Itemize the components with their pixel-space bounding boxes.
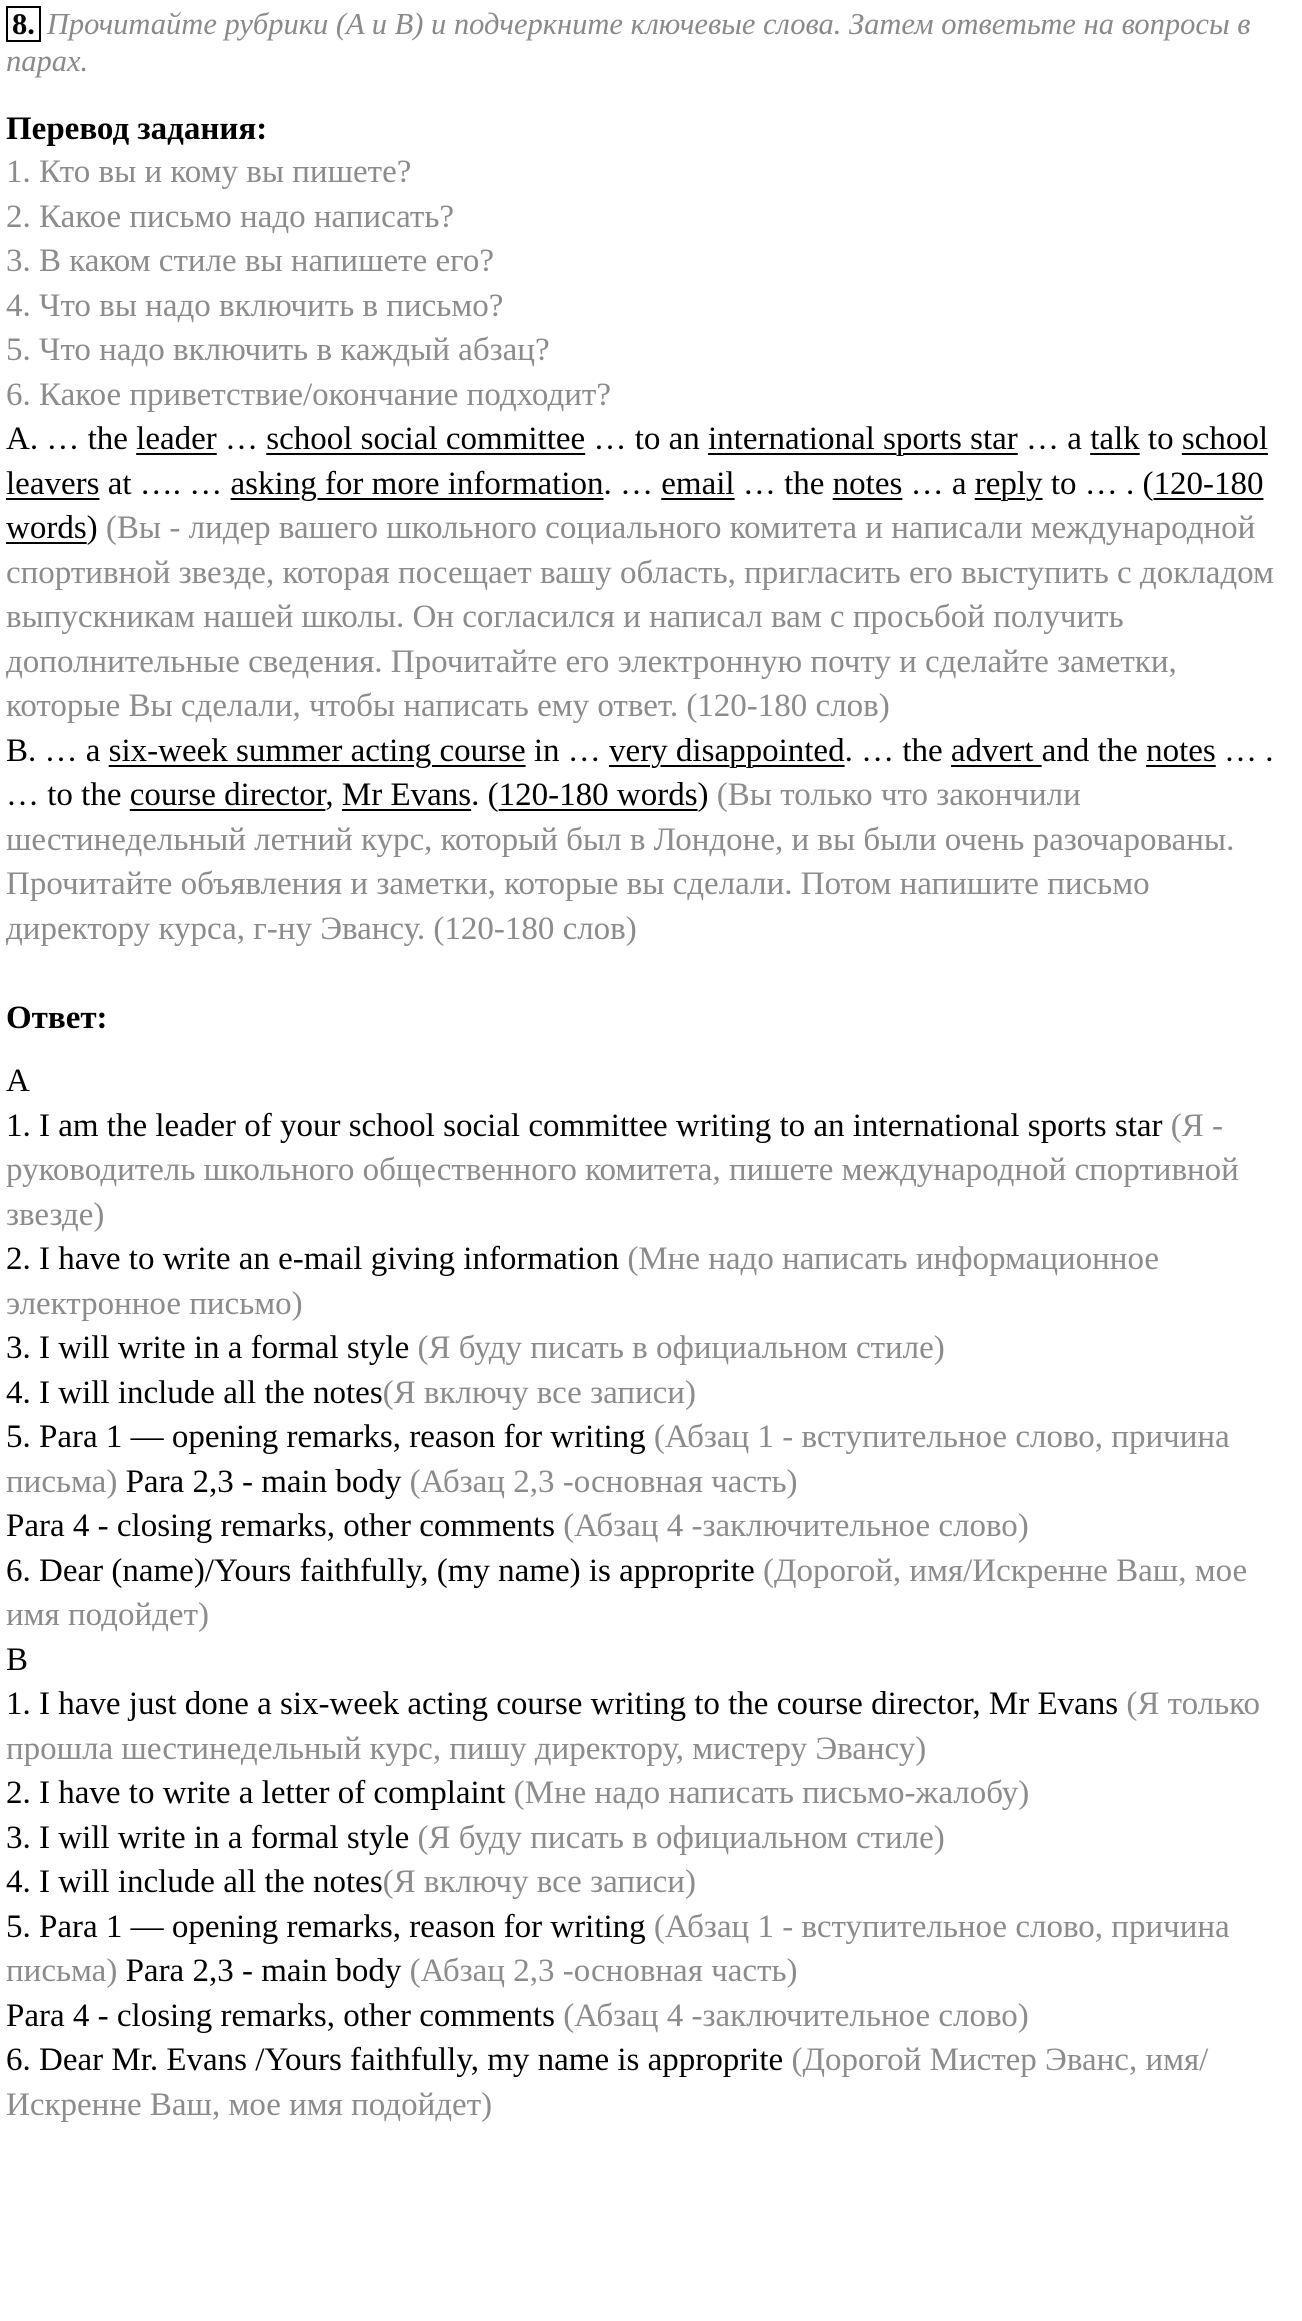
answer-item	[6, 1905, 1296, 1994]
translation-question: 1. Кто вы и кому вы пишете?	[6, 154, 412, 190]
answer-english: Para 2,3 - main body	[117, 1953, 402, 1989]
translation-questions	[6, 150, 1296, 417]
rubric-text: in …	[525, 732, 610, 769]
rubric-keyword: international sports star	[708, 421, 1018, 457]
answer-russian: (Дорогой, имя/Искренне Ваш, мое имя подойдет)	[6, 1552, 1248, 1633]
rubric-keyword: six-week summer acting course	[108, 732, 526, 769]
answer-english: 3. I will write in a formal style	[6, 1819, 410, 1856]
translation-question: 3. В каком стиле вы напишете его?	[6, 243, 494, 279]
rubric-text: )	[86, 510, 98, 546]
rubric-text: … to an	[585, 421, 709, 457]
answer-item	[6, 1237, 1296, 1326]
rubric-text: . … the	[844, 732, 951, 769]
answer-english: 1. I am the leader of your school social committee writing to an international sports star	[6, 1107, 1163, 1144]
rubric-text: )	[697, 777, 709, 813]
answer-russian: (Я включу все записи)	[382, 1374, 696, 1411]
rubric-keyword: 120-180 words	[6, 465, 1264, 546]
answer-russian: (Дорогой Мистер Эванс, имя/Искренне Ваш, мое имя подойдет)	[6, 2042, 1209, 2123]
answer-english: Para 4 - closing remarks, other comments	[6, 1508, 555, 1544]
rubric-keyword: notes	[832, 465, 903, 502]
answer-english: Para 4 - closing remarks, other comments	[6, 1997, 555, 2034]
answer-english: 6. Dear Mr. Evans /Yours faithfully, my name is approprite	[6, 2042, 784, 2078]
translation-question: 6. Какое приветствие/окончание подходит?	[6, 376, 611, 413]
answer-english: 6. Dear (name)/Yours faithfully, (my name) is approprite	[6, 1552, 755, 1589]
answer-item	[6, 1549, 1296, 1638]
answer-section-label: A	[6, 1063, 30, 1099]
answer-russian: (Я только прошла шестинедельный курс, пишу директору, мистеру Эвансу)	[6, 1686, 1261, 1767]
rubric-text: …	[216, 421, 267, 457]
rubric-keyword: notes	[1146, 732, 1216, 769]
answer-item	[6, 1994, 1296, 2039]
answer-item	[6, 1682, 1296, 1771]
answer-russian: (Я буду писать в официальном стиле)	[409, 1330, 945, 1366]
answer-item	[6, 1371, 1296, 1416]
task-instruction	[6, 6, 1296, 80]
rubric-a	[6, 417, 1296, 729]
rubric-keyword: school leavers	[6, 421, 1269, 502]
rubric-text: … a	[902, 465, 975, 502]
rubric-translation: (Вы только что закончили шестинедельный летний курс, который был в Лондоне, и вы были очень разочарованы. Прочитайте объявления и заметки, которые вы сделали. Потом напишите письмо директору курса, г-ну Эвансу. (120-180 слов)	[6, 777, 1235, 947]
translation-question: 5. Что надо включить в каждый абзац?	[6, 332, 550, 368]
rubric-keyword: school social committee	[266, 421, 586, 457]
answer-item	[6, 1504, 1296, 1549]
rubric-text: B. … a	[6, 732, 109, 769]
answer-heading: Ответ:	[6, 1000, 108, 1036]
rubric-text: . …	[603, 465, 662, 502]
rubric-text: and the	[1041, 732, 1147, 769]
rubric-text: … . … to the	[6, 732, 1274, 813]
answer-section-label: B	[6, 1641, 29, 1678]
answer-section-b	[6, 1638, 1296, 2128]
rubric-text: … the	[734, 465, 833, 502]
rubric-text: at …. …	[99, 465, 231, 502]
answer-english: 3. I will write in a formal style	[6, 1330, 410, 1366]
rubric-text: A. … the	[6, 421, 137, 457]
rubric-text: to	[1139, 421, 1182, 457]
document-page	[6, 6, 1296, 2127]
answer-english: 5. Para 1 — opening remarks, reason for writing	[6, 1419, 646, 1455]
rubric-text: . (	[471, 777, 499, 813]
answer-english: 5. Para 1 — opening remarks, reason for writing	[6, 1908, 646, 1945]
answer-russian: (Абзац 2,3 -основная часть)	[401, 1953, 798, 1989]
answer-item	[6, 1104, 1296, 1238]
rubric-keyword: asking for more information	[230, 465, 604, 502]
rubric-keyword: Mr Evans	[341, 777, 472, 813]
answer-russian: (Я - руководитель школьного общественного комитета, пишете международной спортивной звезде)	[6, 1107, 1239, 1233]
answer-english: Para 2,3 - main body	[117, 1463, 402, 1500]
task-instruction-text: Прочитайте рубрики (A и B) и подчеркните ключевые слова. Затем ответьте на вопросы в парах.	[6, 7, 1251, 78]
translation-question: 2. Какое письмо надо написать?	[6, 198, 455, 235]
answer-russian: (Я включу все записи)	[382, 1864, 696, 1900]
answer-english: 4. I will include all the notes	[6, 1374, 383, 1411]
rubric-keyword: email	[661, 465, 735, 502]
answer-english: 4. I will include all the notes	[6, 1864, 383, 1900]
answer-item	[6, 1860, 1296, 1905]
rubric-keyword: leader	[136, 421, 217, 457]
rubric-keyword: reply	[974, 465, 1043, 502]
rubric-keyword: talk	[1090, 421, 1140, 457]
translation-heading: Перевод задания:	[6, 111, 268, 147]
rubric-keyword: course director	[129, 777, 326, 813]
answer-english: 2. I have to write a letter of complaint	[6, 1775, 506, 1811]
answer-item	[6, 1771, 1296, 1816]
answer-english: 1. I have just done a six-week acting course writing to the course director, Mr Evans	[6, 1686, 1119, 1722]
answer-item	[6, 2038, 1296, 2127]
answer-russian: (Я буду писать в официальном стиле)	[409, 1819, 945, 1856]
answer-russian: (Мне надо написать информационное электронное письмо)	[6, 1241, 1160, 1322]
rubric-text: to … . (	[1042, 465, 1154, 502]
answer-item	[6, 1326, 1296, 1371]
answer-russian: (Мне надо написать письмо-жалобу)	[505, 1775, 1030, 1811]
answer-english: 2. I have to write an e-mail giving information	[6, 1241, 620, 1277]
task-number: 8.	[6, 6, 41, 42]
answer-russian: (Абзац 4 -заключительное слово)	[554, 1508, 1029, 1544]
answer-russian: (Абзац 4 -заключительное слово)	[554, 1997, 1029, 2034]
answer-russian: (Абзац 1 - вступительное слово, причина письма)	[6, 1419, 1230, 1500]
answer-item	[6, 1816, 1296, 1861]
answer-item	[6, 1415, 1296, 1504]
rubric-translation: (Вы - лидер вашего школьного социального комитета и написали международной спортивной звезде, которая посещает вашу область, пригласить его выступить с докладом выпускникам нашей школы. Он согласился и написал вам с просьбой получить дополнительные сведения. Прочитайте его электронную почту и сделайте заметки, которые Вы сделали, чтобы написать ему ответ. (120-180 слов)	[6, 510, 1274, 724]
answer-russian: (Абзац 2,3 -основная часть)	[401, 1463, 798, 1500]
rubric-text: ,	[325, 777, 342, 813]
rubric-b	[6, 729, 1296, 952]
rubric-keyword: very disappointed	[609, 732, 845, 769]
answer-section-a	[6, 1059, 1296, 1638]
translation-question: 4. Что вы надо включить в письмо?	[6, 287, 504, 324]
answer-russian: (Абзац 1 - вступительное слово, причина письма)	[6, 1908, 1230, 1989]
rubric-keyword: 120-180 words	[498, 777, 698, 813]
rubric-text: … a	[1017, 421, 1091, 457]
rubric-keyword: advert	[950, 732, 1042, 769]
